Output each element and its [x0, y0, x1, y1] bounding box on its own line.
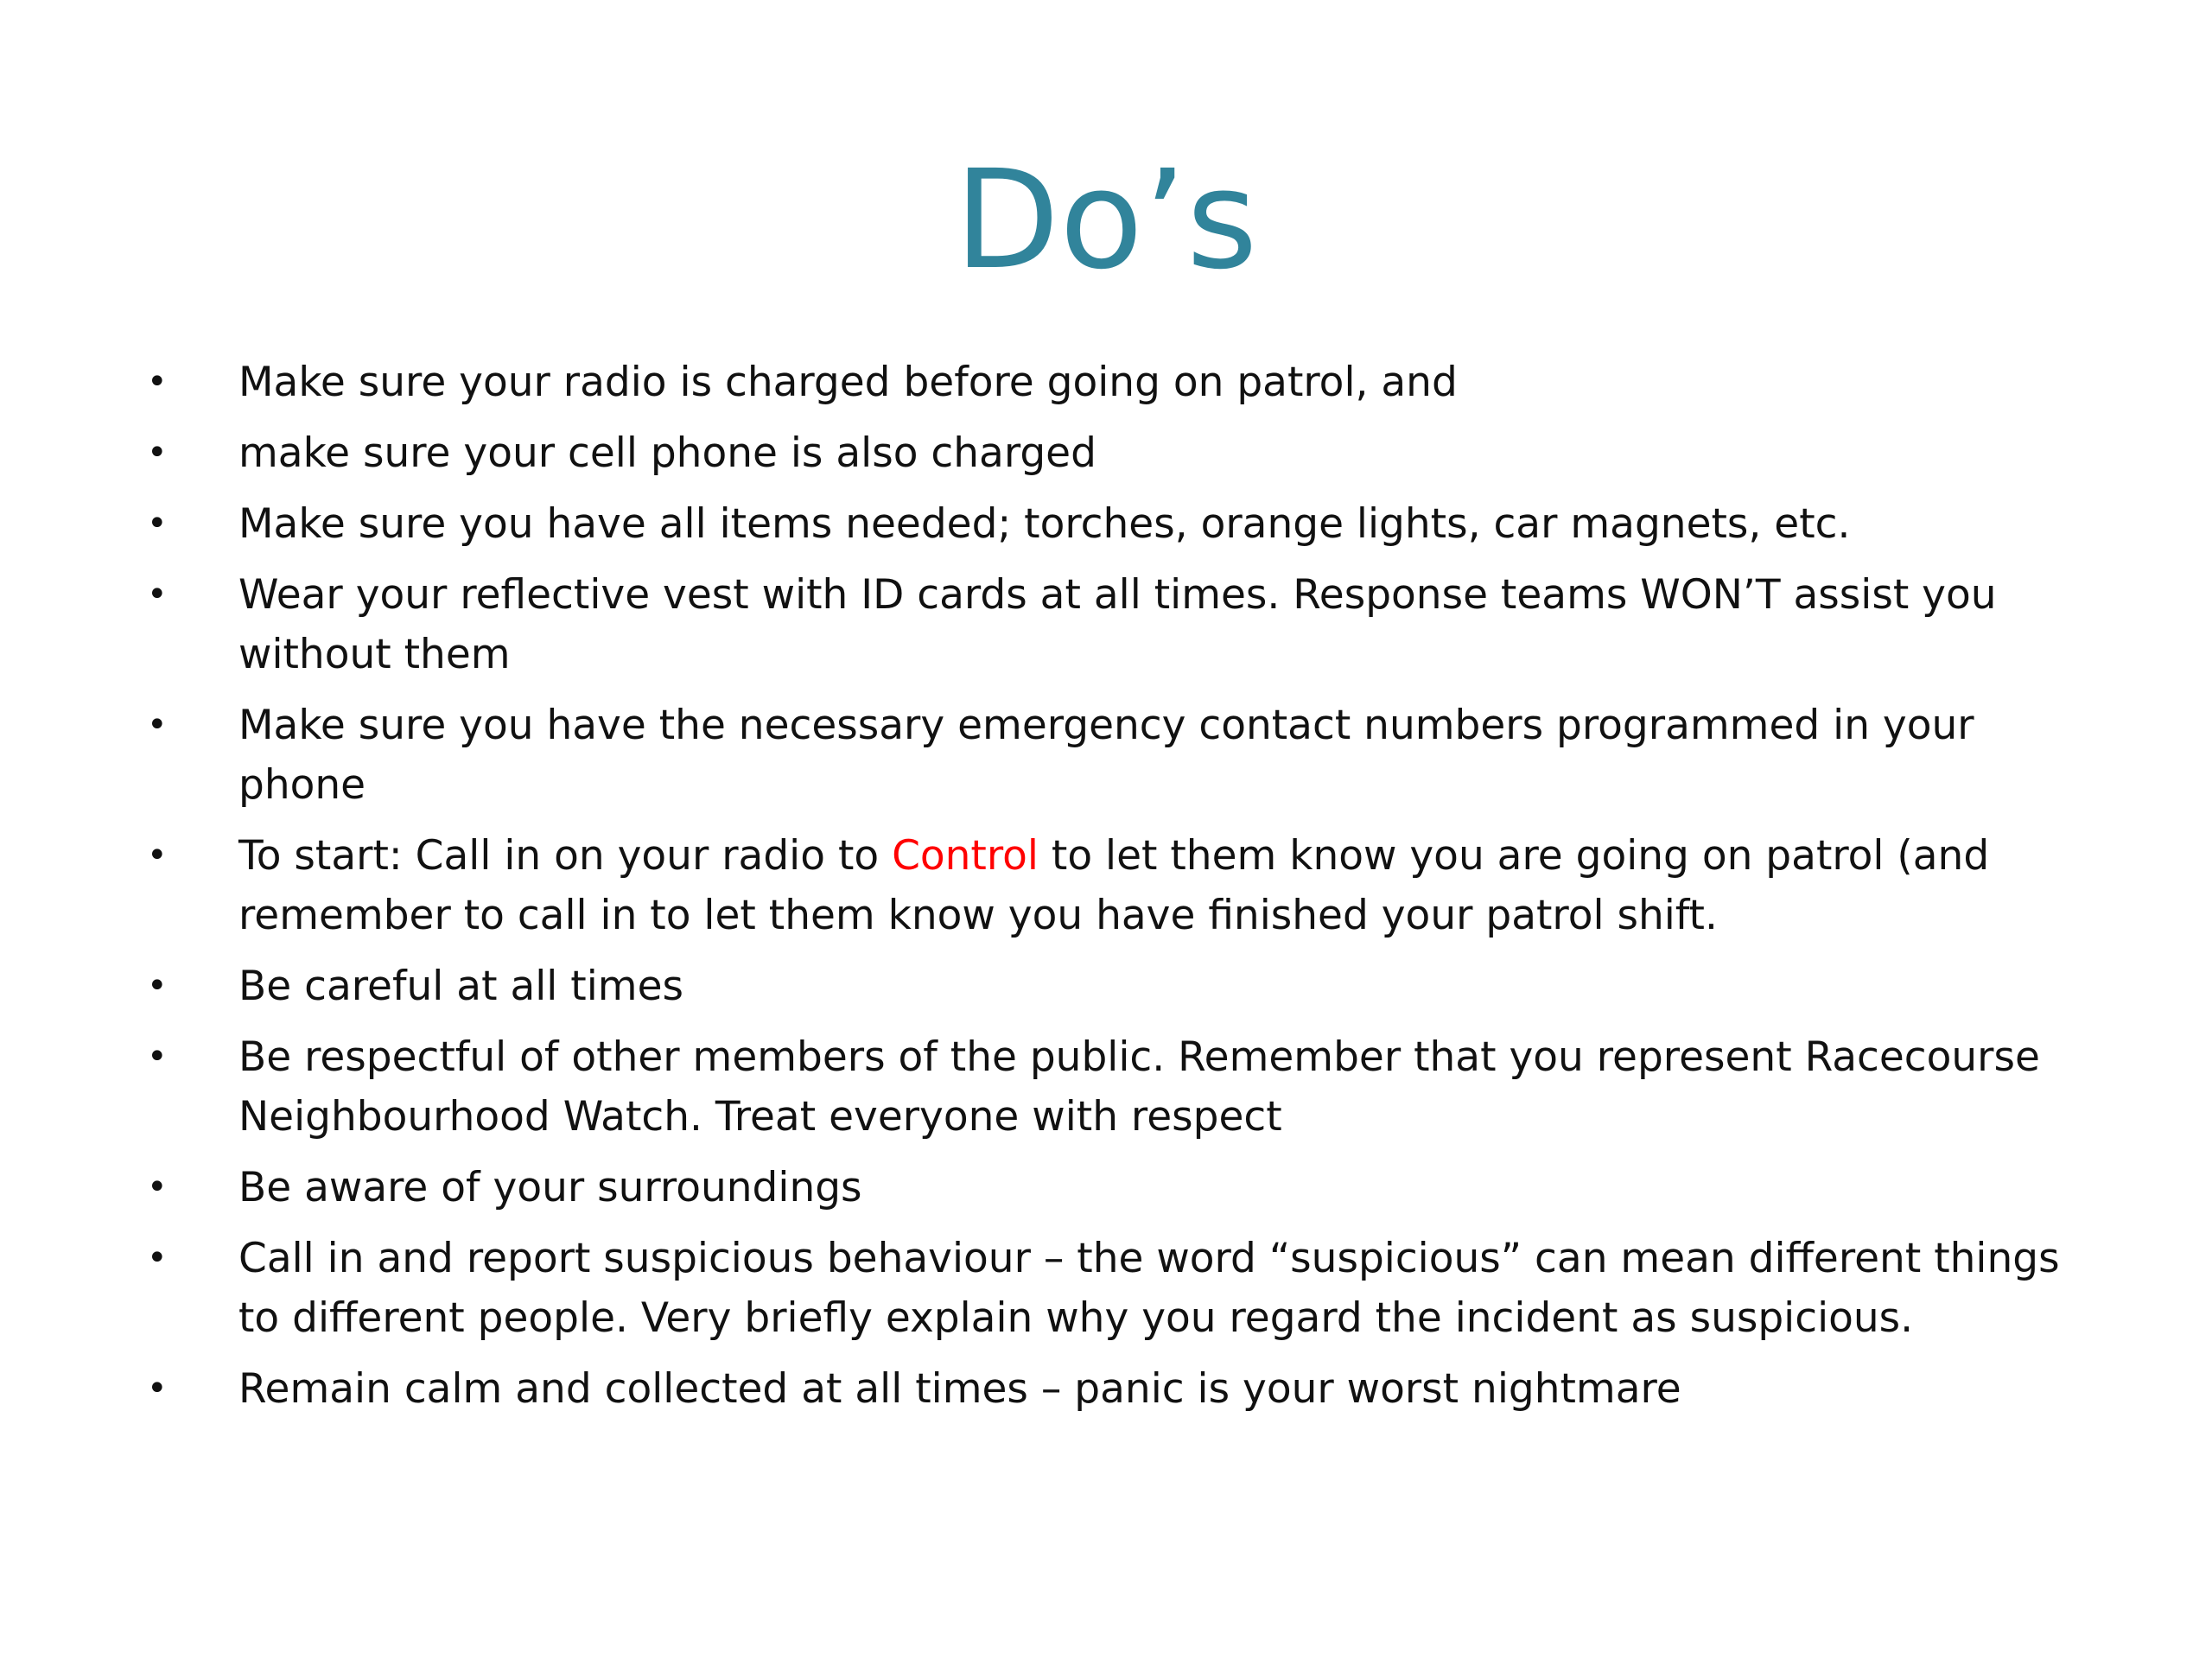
- bullet-item: [147, 423, 2100, 483]
- bullet-text: Remain calm and collected at all times – panic is your worst nightmare: [238, 1365, 1681, 1413]
- bullet-item: [147, 696, 2100, 815]
- bullet-text: [238, 832, 1989, 939]
- bullet-text: Make sure you have the necessary emergency contact numbers programmed in your phone: [238, 702, 1974, 809]
- bullet-text: Be careful at all times: [238, 963, 683, 1010]
- bullet-icon: •: [147, 362, 168, 402]
- bullet-icon: •: [147, 1167, 168, 1207]
- bullet-text: Be respectful of other members of the public. Remember that you represent Racecourse Neighbourhood Watch. Treat everyone with respect: [238, 1033, 2040, 1141]
- bullet-list: [147, 353, 2100, 1430]
- bullet-text: Make sure you have all items needed; torches, orange lights, car magnets, etc.: [238, 500, 1851, 548]
- bullet-text: make sure your cell phone is also charged: [238, 429, 1096, 477]
- bullet-item: [147, 957, 2100, 1016]
- bullet-item: [147, 1359, 2100, 1419]
- bullet-icon: •: [147, 433, 168, 473]
- bullet-text-after: to let them know you are going on patrol (and remember to call in to let them know you have finished your patrol shift.: [238, 832, 1990, 939]
- bullet-item: [147, 1229, 2100, 1348]
- bullet-text: Wear your reflective vest with ID cards at all times. Response teams WON’T assist you without them: [238, 571, 1997, 678]
- bullet-item: [147, 1158, 2100, 1217]
- bullet-icon: •: [147, 1369, 168, 1408]
- bullet-text-before: To start: Call in on your radio to: [238, 832, 893, 880]
- bullet-icon: •: [147, 504, 168, 543]
- bullet-text: Make sure your radio is charged before going on patrol, and: [238, 359, 1458, 406]
- bullet-item: [147, 353, 2100, 412]
- bullet-item: [147, 494, 2100, 554]
- bullet-item: [147, 1027, 2100, 1147]
- highlighted-word-control: Control: [892, 832, 1039, 880]
- bullet-icon: •: [147, 966, 168, 1006]
- slide-title: Do’s: [954, 141, 1258, 300]
- bullet-icon: •: [147, 1037, 168, 1077]
- bullet-icon: •: [147, 836, 168, 875]
- bullet-item: [147, 826, 2100, 945]
- bullet-item: [147, 565, 2100, 684]
- bullet-icon: •: [147, 575, 168, 614]
- bullet-text: Call in and report suspicious behaviour – the word “suspicious” can mean different things to different people. Very briefly explain why you regard the incident as suspicious.: [238, 1235, 2060, 1342]
- bullet-text: Be aware of your surroundings: [238, 1164, 862, 1211]
- bullet-icon: •: [147, 705, 168, 745]
- bullet-icon: •: [147, 1238, 168, 1278]
